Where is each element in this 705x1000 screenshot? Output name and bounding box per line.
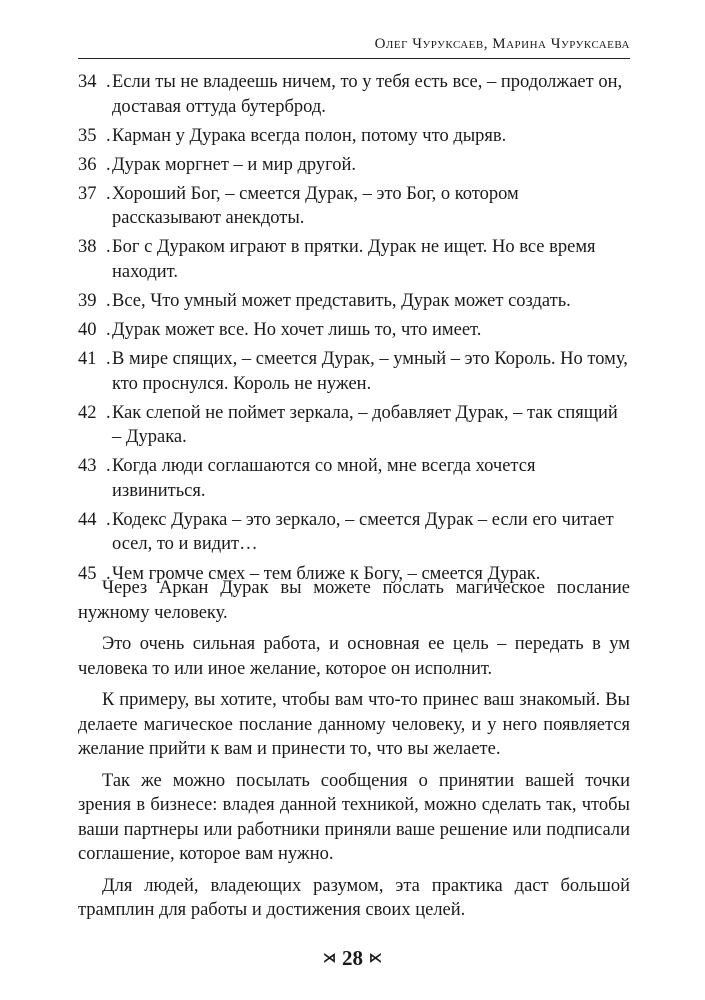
list-item: 39 . Все, Что умный может представить, Дурак может создать. bbox=[78, 289, 630, 314]
item-number: 43 bbox=[78, 456, 97, 477]
item-text: В мире спящих, – смеется Дурак, – умный – это Король. Но тому, кто проснулся. Король не нужен. bbox=[112, 349, 628, 394]
item-text: Чем громче смех – тем ближе к Богу, – смеется Дурак. bbox=[112, 563, 541, 584]
item-text: Бог с Дураком играют в прятки. Дурак не ищет. Но все время находит. bbox=[112, 237, 596, 282]
list-item: 40 . Дурак может все. Но хочет лишь то, что имеет. bbox=[78, 318, 630, 343]
paragraph: Через Аркан Дурак вы можете послать магическое послание нужному человеку. bbox=[78, 578, 630, 623]
list-item: 38 . Бог с Дураком играют в прятки. Дурак не ищет. Но все время находит. bbox=[78, 235, 630, 284]
item-text: Карман у Дурака всегда полон, потому что дыряв. bbox=[112, 125, 507, 146]
item-number: 35 bbox=[78, 125, 97, 146]
item-number: 41 bbox=[78, 349, 97, 370]
numbered-list bbox=[78, 70, 630, 591]
item-text: Все, Что умный может представить, Дурак может создать. bbox=[112, 290, 571, 311]
page-number: 28 bbox=[342, 946, 363, 970]
item-text: Как слепой не поймет зеркала, – добавляет Дурак, – так спящий – Дурака. bbox=[112, 402, 618, 448]
paragraph: Это очень сильная работа, и основная ее цель – передать в ум человека то или иное желание, которое он исполнит. bbox=[78, 634, 630, 679]
item-number: 44 bbox=[78, 509, 97, 530]
list-item: 45 . Чем громче смех – тем ближе к Богу, – смеется Дурак. bbox=[78, 562, 630, 587]
running-head: Олег Чуруксаев, Марина Чуруксаева bbox=[374, 36, 630, 52]
item-text: Когда люди соглашаются со мной, мне всегда хочется извиниться. bbox=[112, 456, 536, 501]
list-item: 34 . Если ты не владеешь ничем, то у тебя есть все, – продолжает он, доставая оттуда бутерброд. bbox=[78, 70, 630, 119]
item-text: Дурак моргнет – и мир другой. bbox=[112, 154, 357, 175]
item-number: 36 bbox=[78, 154, 97, 175]
paragraph: Так же можно посылать сообщения о принятии вашей точки зрения в бизнесе: владея данной техникой, можно сделать так, чтобы ваши партнеры или работники приняли ваше решение или подписали соглашение, которое вам нужно. bbox=[78, 770, 630, 864]
ornament-left-icon: ⋊ bbox=[323, 950, 336, 966]
paragraph: К примеру, вы хотите, чтобы вам что-то принес ваш знакомый. Вы делаете магическое послание данному человеку, и у него появляется желание прийти к вам и принести то, что вы желаете. bbox=[78, 690, 630, 759]
list-item: 36 . Дурак моргнет – и мир другой. bbox=[78, 153, 630, 178]
item-number: 40 bbox=[78, 320, 97, 341]
list-item: 42 . Как слепой не поймет зеркала, – добавляет Дурак, – так спящий – Дурака. bbox=[78, 401, 630, 450]
list-item: 41 . В мире спящих, – смеется Дурак, – умный – это Король. Но тому, кто проснулся. Король не нужен. bbox=[78, 347, 630, 396]
item-text: Хороший Бог, – смеется Дурак, – это Бог, о котором рассказывают анекдоты. bbox=[112, 183, 519, 229]
item-number: 34 bbox=[78, 72, 97, 92]
ornament-right-icon: ⋉ bbox=[369, 950, 382, 966]
body-text bbox=[78, 576, 630, 930]
list-item: 44 . Кодекс Дурака – это зеркало, – смеется Дурак – если его читает осел, то и видит… bbox=[78, 508, 630, 557]
paragraph: Для людей, владеющих разумом, эта практика даст большой трамплин для работы и достижения своих целей. bbox=[78, 875, 630, 920]
item-number: 38 bbox=[78, 237, 97, 258]
item-number: 39 bbox=[78, 290, 97, 311]
list-item: 43 . Когда люди соглашаются со мной, мне всегда хочется извиниться. bbox=[78, 454, 630, 503]
item-number: 45 bbox=[78, 563, 97, 584]
list-item: 35 . Карман у Дурака всегда полон, потому что дыряв. bbox=[78, 124, 630, 149]
item-number: 42 bbox=[78, 402, 97, 423]
list-item: 37 . Хороший Бог, – смеется Дурак, – это Бог, о котором рассказывают анекдоты. bbox=[78, 182, 630, 231]
header-rule bbox=[78, 58, 630, 59]
page-number-footer bbox=[0, 946, 705, 971]
item-number: 37 bbox=[78, 183, 97, 204]
item-text: Кодекс Дурака – это зеркало, – смеется Дурак – если его читает осел, то и видит… bbox=[112, 509, 614, 555]
item-text: Дурак может все. Но хочет лишь то, что имеет. bbox=[112, 320, 482, 341]
item-text: Если ты не владеешь ничем, то у тебя есть все, – продолжает он, доставая оттуда бутерброд. bbox=[112, 72, 623, 117]
